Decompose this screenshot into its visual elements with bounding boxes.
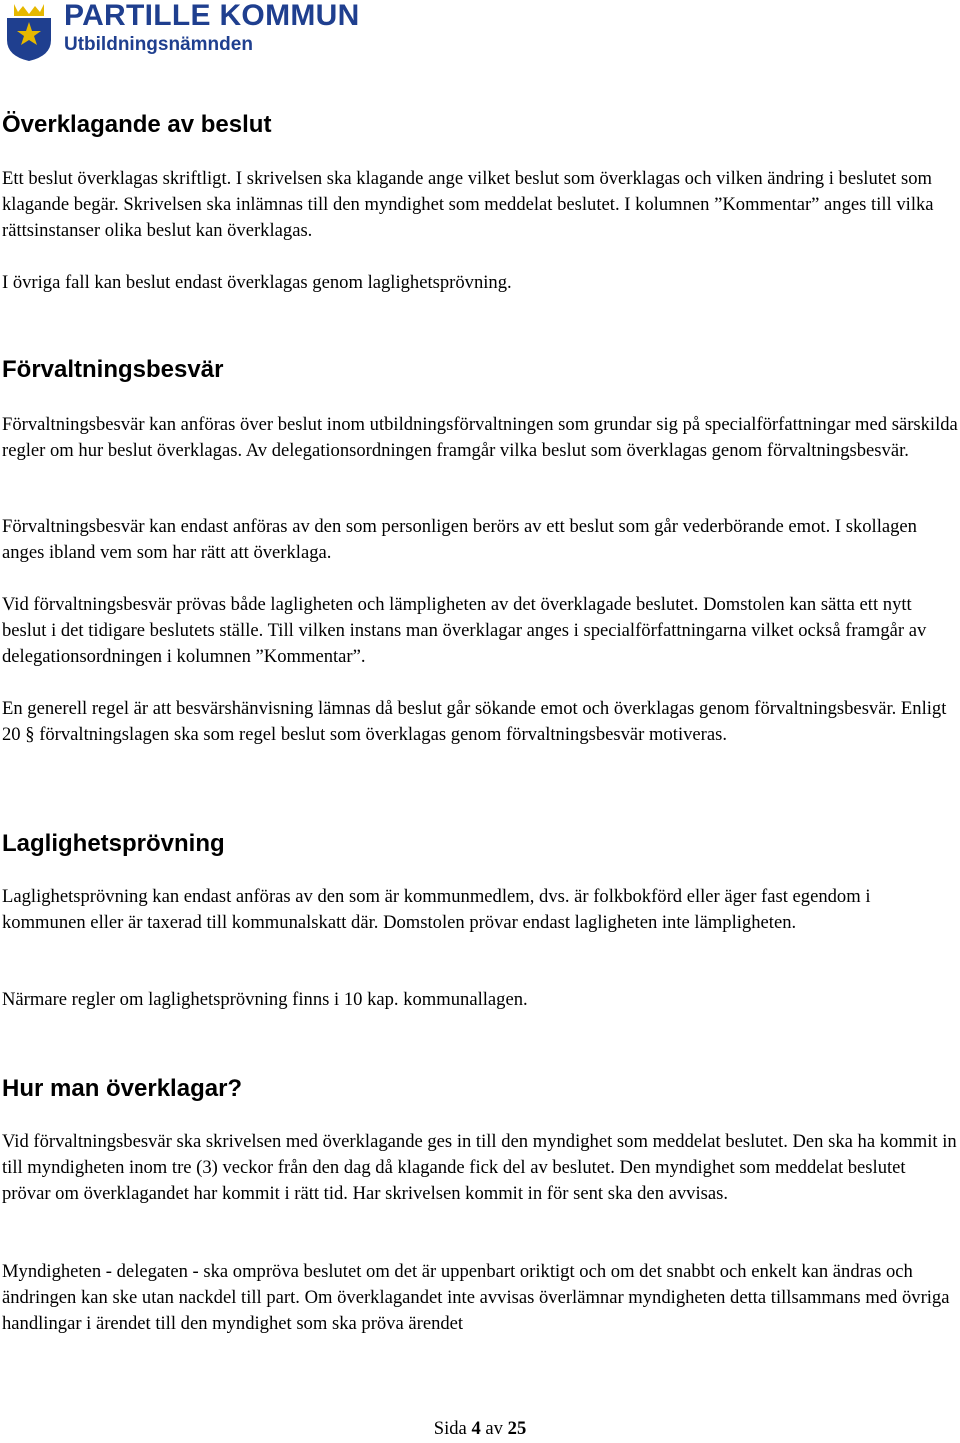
department-name: Utbildningsnämnden — [64, 34, 253, 55]
municipal-crest-icon — [4, 2, 54, 62]
paragraph: Myndigheten - delegaten - ska ompröva beslutet om det är uppenbart oriktigt och om det snabbt och enkelt kan ändras och ändringen kan ske utan nackdel till part. Om överklagandet inte avvisas överlämnar myndigheten detta tillsammans med övriga handlingar i ärendet till den myndighet som ska pröva ärendet — [2, 1261, 950, 1334]
letterhead — [4, 0, 360, 64]
page-number: 4 — [471, 1418, 481, 1439]
page-separator: av — [485, 1418, 503, 1439]
paragraph: Laglighetsprövning kan endast anföras av den som är kommunmedlem, dvs. är folkbokförd eller äger fast egendom i kommunen eller är taxerad till kommunalskatt där. Domstolen prövar endast lagligheten inte lämpligheten. — [2, 886, 871, 933]
heading-laglighetsprovning: Laglighetsprövning — [2, 830, 225, 857]
paragraph: I övriga fall kan beslut endast överklagas genom laglighetsprövning. — [2, 272, 512, 293]
page-label: Sida — [433, 1418, 467, 1439]
paragraph: Närmare regler om laglighetsprövning finns i 10 kap. kommunallagen. — [2, 989, 528, 1010]
heading-forvaltningsbesvar: Förvaltningsbesvär — [2, 356, 224, 383]
paragraph: Ett beslut överklagas skriftligt. I skrivelsen ska klagande ange vilket beslut som överklagas och vilken ändring i beslutet som klagande begär. Skrivelsen ska inlämnas till den myndighet som meddelat beslutet. I kolumnen ”Kommentar” anges till vilka rättsinstanser olika beslut kan överklagas. — [2, 168, 934, 241]
heading-hur-man-overklagar: Hur man överklagar? — [2, 1075, 243, 1102]
paragraph: Vid förvaltningsbesvär ska skrivelsen med överklagande ges in till den myndighet som meddelat beslutet. Den ska ha kommit in till myndigheten inom tre (3) veckor från den dag då klagande fick del av beslutet. Den myndighet som meddelat beslutet prövar om överklagandet har kommit i rätt tid. Har skrivelsen kommit in för sent ska den avvisas. — [2, 1131, 957, 1204]
page-total: 25 — [507, 1418, 527, 1439]
paragraph: En generell regel är att besvärshänvisning lämnas då beslut går sökande emot och överklagas genom förvaltningsbesvär. Enligt 20 § förvaltningslagen ska som regel beslut som överklagas genom förvaltningsbesvär motiveras. — [2, 698, 947, 745]
page-footer — [0, 1418, 960, 1440]
organization-name: PARTILLE KOMMUN — [64, 0, 360, 32]
heading-overklagande: Överklagande av beslut — [2, 111, 272, 138]
paragraph: Förvaltningsbesvär kan anföras över beslut inom utbildningsförvaltningen som grundar sig på specialförfattningar med särskilda regler om hur beslut överklagas. Av delegationsordningen framgår vilka beslut som överklagas genom förvaltningsbesvär. — [2, 414, 958, 461]
paragraph: Förvaltningsbesvär kan endast anföras av den som personligen berörs av ett beslut som går vederbörande emot. I skollagen anges ibland vem som har rätt att överklaga. — [2, 516, 917, 563]
paragraph: Vid förvaltningsbesvär prövas både lagligheten och lämpligheten av det överklagade beslutet. Domstolen kan sätta ett nytt beslut i det tidigare beslutets ställe. Till vilken instans man överklagar anges i specialförfattningarna vilket också framgår av delegationsordningen i kolumnen ”Kommentar”. — [2, 594, 927, 667]
